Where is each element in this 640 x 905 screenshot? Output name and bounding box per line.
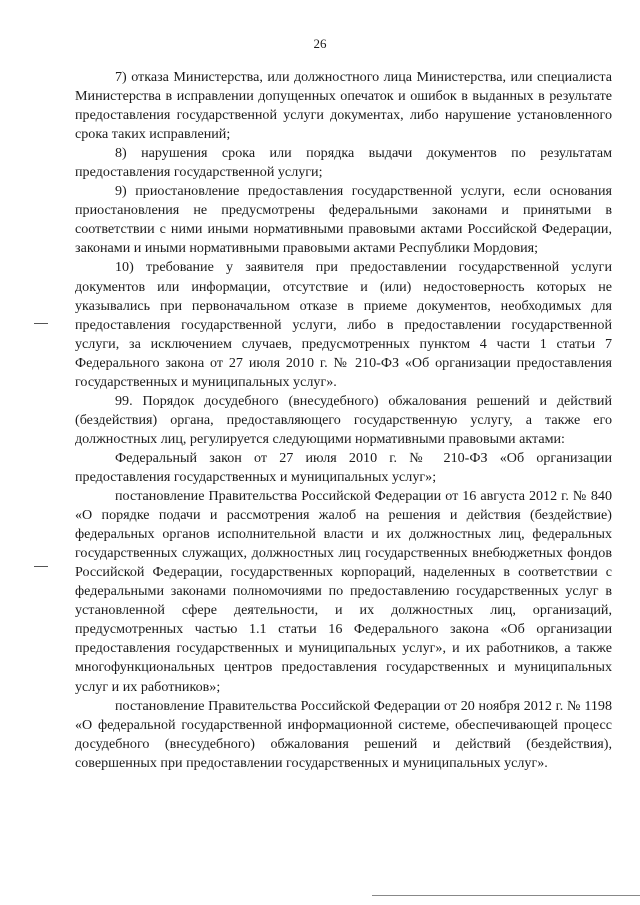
paragraph-resolution-1198: постановление Правительства Российской Федерации от 20 ноября 2012 г. № 1198 «О федеральной государственной информационной системе, обеспечивающей процесс досудебного (внесудебного) обжалования решений и действий (бездействия), совершенных при предоставлении государственных и муниципальных услуг». [75, 697, 612, 771]
paragraph-item-9: 9) приостановление предоставления государственной услуги, если основания приостановления не предусмотрены федеральными законами и принятыми в соответствии с ними иными нормативными правовыми актами Российской Федерации, законами и иными нормативными правовыми актами Республики Мордовия; [75, 183, 612, 257]
paragraph-99: 99. Порядок досудебного (внесудебного) обжалования решений и действий (бездействия) органа, предоставляющего государственную услугу, а также его должностных лиц, регулируется следующими нормативными правовыми актами: [75, 392, 612, 447]
document-body [75, 68, 612, 773]
paragraph-resolution-840: постановление Правительства Российской Федерации от 16 августа 2012 г. № 840 «О порядке подачи и рассмотрения жалоб на решения и действия (бездействие) федеральных органов исполнительной власти и их должностных лиц, федеральных государственных служащих, должностных лиц государственных внебюджетных фондов Российской Федерации, государственных корпораций, наделенных в соответствии с федеральными законами полномочиями по предоставлению государственных услуг в установленной сфере деятельности, и их должностных лиц, организаций, предусмотренных частью 1.1 статьи 16 Федерального закона «Об организации предоставления государственных и муниципальных услуг», и их работников, а также многофункциональных центров предоставления государственных и муниципальных услуг и их работников»; [75, 488, 612, 695]
paragraph-federal-law: Федеральный закон от 27 июля 2010 г. № 210-ФЗ «Об организации предоставления государственных и муниципальных услуг»; [75, 449, 612, 485]
paragraph-item-8: 8) нарушения срока или порядка выдачи документов по результатам предоставления государственной услуги; [75, 145, 612, 181]
paragraph-item-7: 7) отказа Министерства, или должностного лица Министерства, или специалиста Министерства в исправлении допущенных опечаток и ошибок в выданных в результате предоставления государственной услуги документах, либо нарушение установленного срока таких исправлений; [75, 69, 612, 143]
margin-mark [34, 323, 48, 324]
paragraph-item-10: 10) требование у заявителя при предоставлении государственной услуги документов или информации, отсутствие и (или) недостоверность которых не указывались при первоначальном отказе в приеме документов, необходимых для предоставления государственной услуги, либо в предоставлении государственной услуги, за исключением случаев, предусмотренных пунктом 4 части 1 статьи 7 Федерального закона от 27 июля 2010 г. № 210-ФЗ «Об организации предоставления государственных и муниципальных услуг». [75, 259, 612, 390]
margin-mark [34, 566, 48, 567]
footer-rule [372, 895, 640, 896]
page-number: 26 [313, 36, 327, 51]
